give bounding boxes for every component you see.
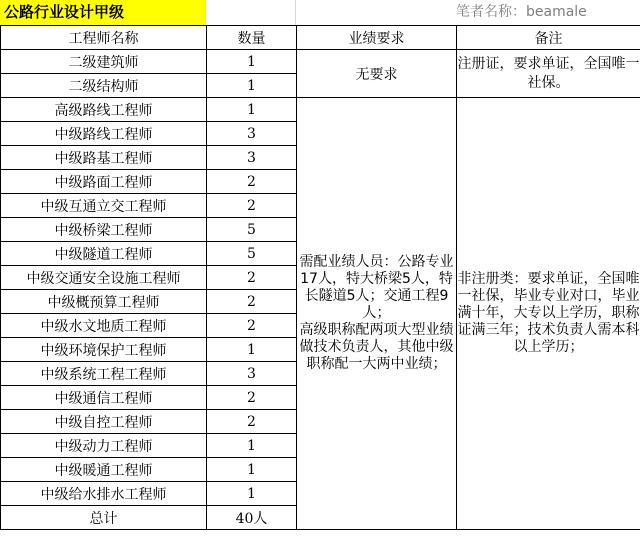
quantity-cell[interactable]: 5: [207, 242, 297, 266]
requirements-engineers-cell[interactable]: 需配业绩人员：公路专业17人，特大桥梁5人，特长隧道5人；交通工程9人； 高级职称配两项大型业绩做技术负责人，其他中级职称配一大两中业绩；: [297, 98, 457, 530]
quantity-cell[interactable]: 1: [207, 74, 297, 98]
quantity-cell[interactable]: 1: [207, 50, 297, 74]
column-header-name[interactable]: 工程师名称: [1, 26, 207, 50]
quantity-cell[interactable]: 2: [207, 386, 297, 410]
engineer-name-cell[interactable]: 中级通信工程师: [1, 386, 207, 410]
quantity-cell[interactable]: 1: [207, 482, 297, 506]
engineer-name-cell[interactable]: 中级系统工程工程师: [1, 362, 207, 386]
table-row: [1, 98, 640, 122]
engineer-name-cell[interactable]: 中级水文地质工程师: [1, 314, 207, 338]
engineer-name-cell[interactable]: 中级给水排水工程师: [1, 482, 207, 506]
quantity-cell[interactable]: 5: [207, 218, 297, 242]
sheet-title[interactable]: 公路行业设计甲级: [0, 0, 206, 25]
column-header-notes[interactable]: 备注: [457, 26, 640, 50]
column-header-qty[interactable]: 数量: [207, 26, 297, 50]
title-row: [0, 0, 640, 25]
column-header-requirements[interactable]: 业绩要求: [297, 26, 457, 50]
quantity-cell[interactable]: 1: [207, 458, 297, 482]
quantity-cell[interactable]: 3: [207, 122, 297, 146]
engineer-name-cell[interactable]: 二级结构师: [1, 74, 207, 98]
quantity-cell[interactable]: 2: [207, 290, 297, 314]
total-quantity-cell[interactable]: 40人: [207, 506, 297, 530]
quantity-cell[interactable]: 1: [207, 338, 297, 362]
quantity-cell[interactable]: 1: [207, 98, 297, 122]
table-header-row: [1, 26, 640, 50]
engineer-name-cell[interactable]: 中级概预算工程师: [1, 290, 207, 314]
quantity-cell[interactable]: 2: [207, 170, 297, 194]
quantity-cell[interactable]: 2: [207, 266, 297, 290]
engineer-name-cell[interactable]: 中级自控工程师: [1, 410, 207, 434]
engineer-name-cell[interactable]: 高级路线工程师: [1, 98, 207, 122]
quantity-cell[interactable]: 2: [207, 194, 297, 218]
engineer-name-cell[interactable]: 中级互通立交工程师: [1, 194, 207, 218]
notes-architects-cell[interactable]: 注册证，要求单证，全国唯一社保。: [457, 50, 640, 98]
engineer-name-cell[interactable]: 中级交通安全设施工程师: [1, 266, 207, 290]
engineer-name-cell[interactable]: 中级环境保护工程师: [1, 338, 207, 362]
notes-engineers-cell[interactable]: 非注册类：要求单证，全国唯一社保，毕业专业对口，毕业满十年，大专以上学历，职称证满三年；技术负责人需本科以上学历；: [457, 98, 640, 530]
total-label-cell[interactable]: 总计: [1, 506, 207, 530]
engineer-name-cell[interactable]: 二级建筑师: [1, 50, 207, 74]
author-label[interactable]: 笔者名称：beamale: [456, 4, 587, 20]
engineer-name-cell[interactable]: 中级暖通工程师: [1, 458, 207, 482]
empty-cell[interactable]: [206, 0, 296, 25]
engineer-name-cell[interactable]: 中级路线工程师: [1, 122, 207, 146]
requirements-table: [0, 25, 640, 530]
quantity-cell[interactable]: 2: [207, 410, 297, 434]
quantity-cell[interactable]: 3: [207, 362, 297, 386]
table-row: [1, 50, 640, 74]
engineer-name-cell[interactable]: 中级隧道工程师: [1, 242, 207, 266]
engineer-name-cell[interactable]: 中级动力工程师: [1, 434, 207, 458]
engineer-name-cell[interactable]: 中级路基工程师: [1, 146, 207, 170]
engineer-name-cell[interactable]: 中级路面工程师: [1, 170, 207, 194]
engineer-name-cell[interactable]: 中级桥梁工程师: [1, 218, 207, 242]
quantity-cell[interactable]: 2: [207, 314, 297, 338]
requirements-architects-cell[interactable]: 无要求: [297, 50, 457, 98]
quantity-cell[interactable]: 1: [207, 434, 297, 458]
quantity-cell[interactable]: 3: [207, 146, 297, 170]
